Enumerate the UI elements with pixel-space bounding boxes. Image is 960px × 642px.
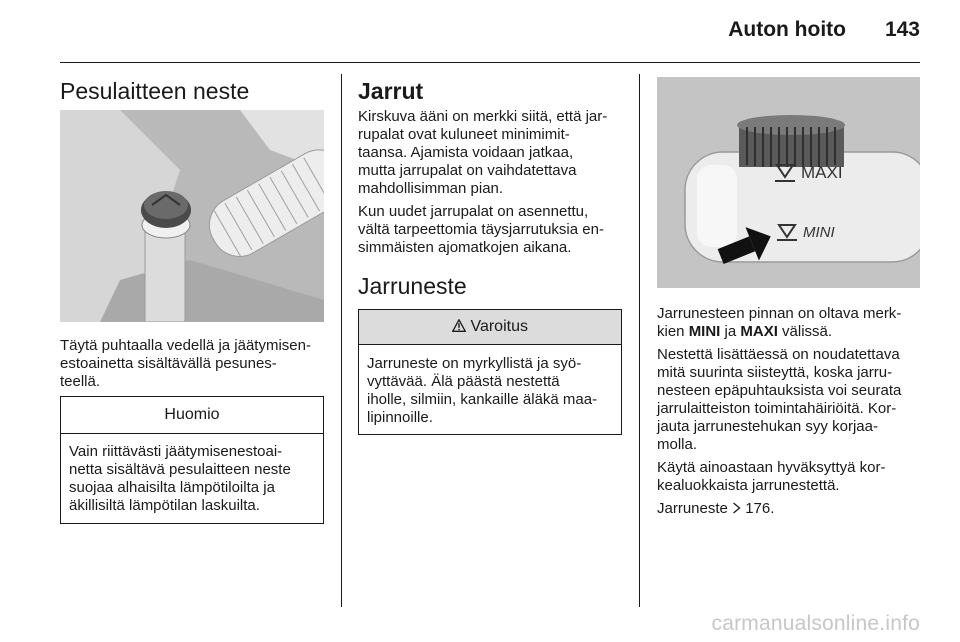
brake-fluid-reservoir-illustration xyxy=(657,77,920,288)
column-divider-right xyxy=(639,74,640,607)
warning-triangle-icon xyxy=(452,318,470,335)
brake-fluid-quality-text: Käytä ainoastaan hyväksyttyä kor- kealuokkaista jarrunestettä. xyxy=(657,459,886,494)
section-title: Auton hoito xyxy=(728,18,846,41)
watermark-text: carmanualsonline.info xyxy=(711,612,920,635)
level-text-mini: MINI xyxy=(688,323,721,340)
brakes-paragraph-1: Kirskuva ääni on merkki siitä, että jar- rupalat ovat kuluneet minimimit- taansa. Ajamista voidaan jatkaa, mutta jarrupalat on vaihdatettava mahdollisimman pian. xyxy=(358,108,608,197)
washer-fluid-instruction: Täytä puhtaalla vedellä ja jäätymisen- estoainetta sisältävällä pesunes- teellä. xyxy=(60,337,311,390)
brakes-paragraph-2: Kun uudet jarrupalat on asennettu, vältä tarpeettomia täysjarrutuksia en- simmäisten ajomatkojen aikana. xyxy=(358,203,604,256)
section-heading-brake-fluid: Jarruneste xyxy=(358,273,467,299)
brake-fluid-reservoir-image xyxy=(657,77,920,288)
figure-label-maxi: MAXI xyxy=(801,163,843,182)
washer-reservoir-image xyxy=(60,110,324,322)
level-text-part3: välissä. xyxy=(777,323,833,340)
page-reference-arrow-icon[interactable] xyxy=(732,500,745,517)
right-text-block xyxy=(657,305,925,518)
level-text-part1: Jarrunesteen pinnan on oltava merk- kien xyxy=(657,305,902,340)
page-header xyxy=(60,0,920,63)
warning-text: Jarruneste on myrkyllistä ja syö- vyttävää. Älä päästä nestettä iholle, silmiin, kankaille äläkä maa- lipinnoille. xyxy=(367,355,598,426)
section-heading-washer-fluid: Pesulaitteen neste xyxy=(60,78,250,104)
warning-heading: Varoitus xyxy=(470,318,528,335)
page-number: 143 xyxy=(884,18,920,41)
figure-label-mini: MINI xyxy=(803,224,835,241)
brake-fluid-reference xyxy=(657,500,925,518)
warning-box xyxy=(358,309,622,435)
notice-heading: Huomio xyxy=(61,397,323,434)
brake-fluid-level-text xyxy=(657,305,925,341)
section-heading-brakes: Jarrut xyxy=(358,78,424,104)
column-divider-left xyxy=(341,74,342,607)
left-body-block xyxy=(60,337,326,391)
warning-header xyxy=(359,310,621,345)
level-text-part2: ja xyxy=(720,323,741,340)
washer-reservoir-illustration xyxy=(60,110,324,322)
notice-box xyxy=(60,396,324,524)
reference-page-number[interactable]: 176. xyxy=(745,500,775,517)
reference-label: Jarruneste xyxy=(657,500,728,517)
level-text-maxi: MAXI xyxy=(740,323,778,340)
left-column xyxy=(60,74,324,105)
notice-text: Vain riittävästi jäätymisenestoai- netta sisältävä pesulaitteen neste suojaa alhaisilta lämpötiloilta ja äkillisiltä lämpötilan laskuilta. xyxy=(69,443,291,514)
brake-fluid-cleanliness-text: Nestettä lisättäessä on noudatettava mitä suurinta siisteyttä, koska jarru- nesteen epäpuhtauksista voi seurata jarrulaitteiston toimintahäiriöitä. Kor- jauta jarrunestehukan syy korjaa- molla. xyxy=(657,346,902,453)
middle-column xyxy=(358,74,626,300)
